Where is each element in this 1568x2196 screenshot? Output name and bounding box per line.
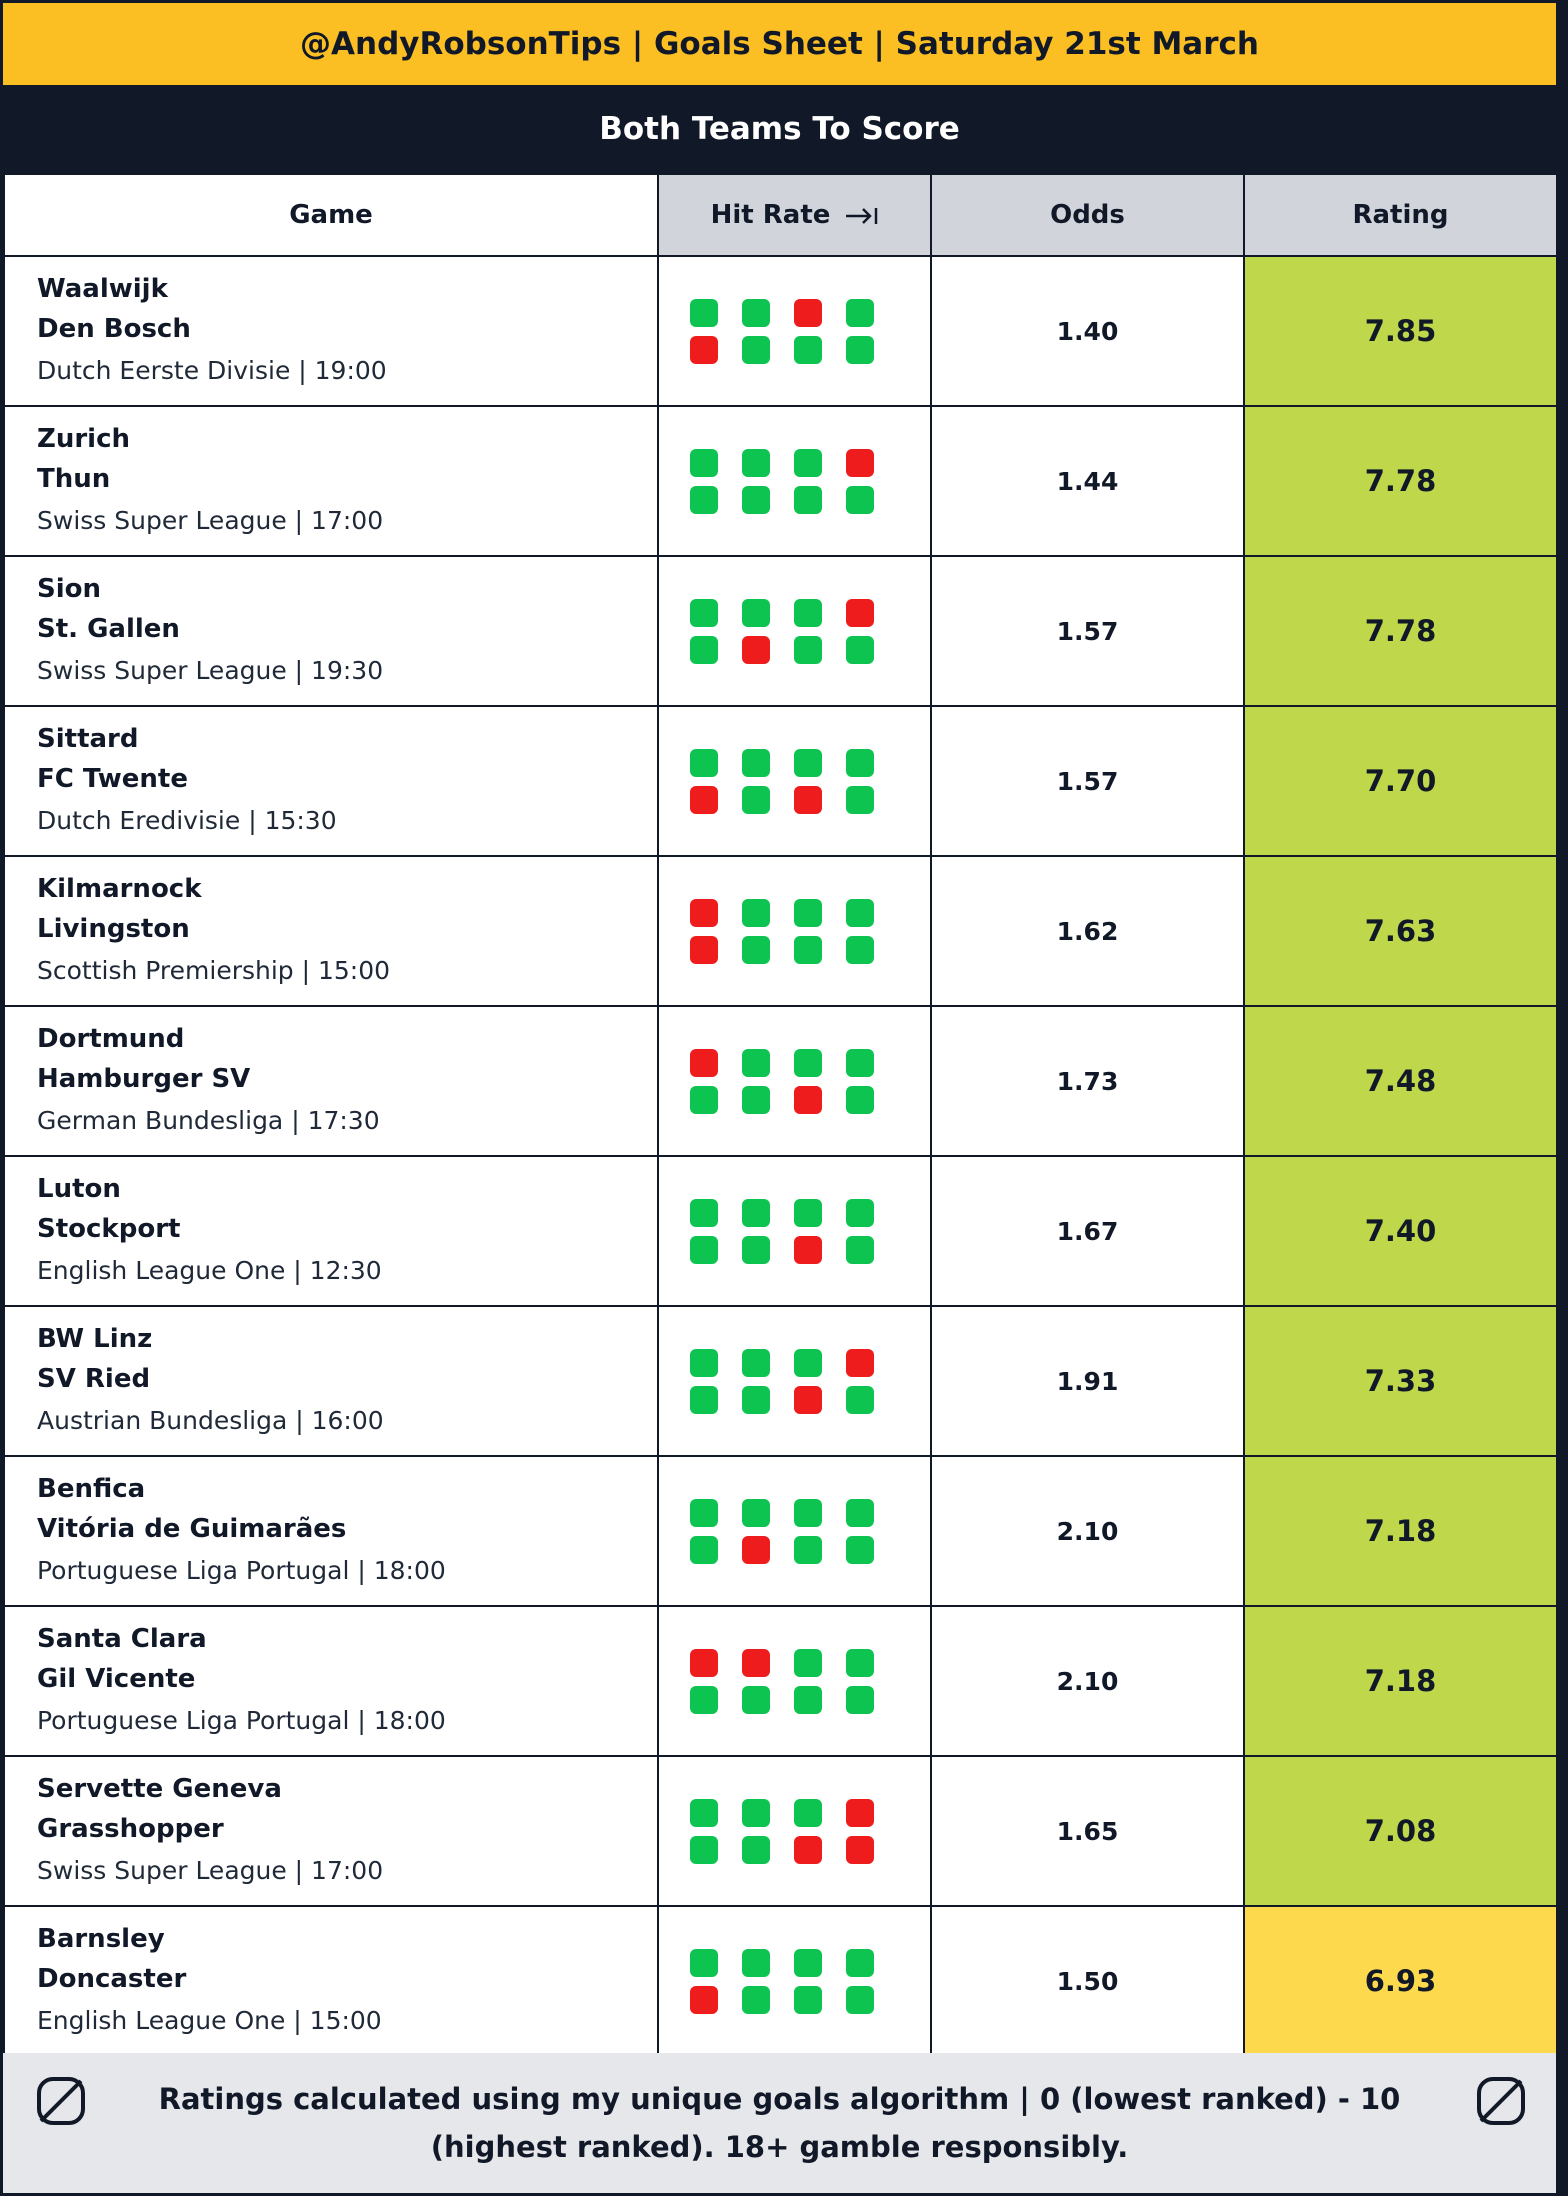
hit-dot [794,1649,822,1677]
hit-dot [742,899,770,927]
league-time: Dutch Eredivisie | 15:30 [37,806,337,835]
rating-cell: 7.78 [1244,406,1557,556]
miss-dot [794,299,822,327]
hit-dot [846,299,874,327]
miss-dot [794,1386,822,1414]
miss-dot [690,1649,718,1677]
miss-dot [846,449,874,477]
table-row [4,406,1557,556]
hit-rate-row [690,336,930,364]
hit-dot [846,1236,874,1264]
hit-dot [742,599,770,627]
column-header-odds[interactable] [931,174,1244,256]
odds-cell: 1.62 [931,856,1244,1006]
rating-cell: 7.18 [1244,1456,1557,1606]
hit-rate-cell [658,406,931,556]
odds-cell: 1.40 [931,256,1244,406]
hit-rate-row [690,636,930,664]
hit-dot [846,636,874,664]
hit-dot [846,1499,874,1527]
miss-dot [690,786,718,814]
home-team: Sittard [37,724,139,754]
column-header-odds-label: Odds [1050,200,1125,230]
hit-dot [742,1236,770,1264]
league-time: Austrian Bundesliga | 16:00 [37,1406,384,1435]
home-team: BW Linz [37,1324,153,1354]
miss-dot [846,1836,874,1864]
hit-rate-row [690,1836,930,1864]
arrow-right-to-bar-icon [844,205,878,227]
hit-dot [794,749,822,777]
column-header-hit-rate[interactable] [658,174,931,256]
column-header-game[interactable] [4,174,658,256]
hit-dot [742,1349,770,1377]
hit-dot [690,599,718,627]
league-time: German Bundesliga | 17:30 [37,1106,380,1135]
hit-rate-cell [658,1006,931,1156]
hit-rate-cell [658,1306,931,1456]
miss-dot [794,1836,822,1864]
hit-dot [846,486,874,514]
away-team: Stockport [37,1214,181,1244]
hit-dot [690,1236,718,1264]
game-cell [4,1006,658,1156]
league-time: Swiss Super League | 17:00 [37,1856,384,1885]
hit-dot [794,1536,822,1564]
odds-cell: 1.44 [931,406,1244,556]
hit-dot [794,936,822,964]
game-cell [4,556,658,706]
column-header-rating-label: Rating [1352,200,1449,230]
hit-dot [742,336,770,364]
hit-dot [794,636,822,664]
hit-rate-row [690,1649,930,1677]
rating-cell: 7.08 [1244,1756,1557,1906]
hit-dot [690,1386,718,1414]
hit-dot [846,1686,874,1714]
hit-dot [690,1686,718,1714]
hit-dot [742,486,770,514]
miss-dot [742,1649,770,1677]
hit-dot [690,1949,718,1977]
odds-cell: 1.73 [931,1006,1244,1156]
hit-rate-row [690,749,930,777]
away-team: Grasshopper [37,1814,224,1844]
table-row [4,706,1557,856]
table-row [4,1006,1557,1156]
hit-rate-row [690,599,930,627]
table-body [4,256,1557,2056]
hit-dot [690,449,718,477]
hit-rate-cell [658,1156,931,1306]
hit-dot [846,336,874,364]
league-time: Swiss Super League | 17:00 [37,506,384,535]
18-plus-icon [1475,2075,1527,2127]
miss-dot [742,636,770,664]
hit-dot [690,299,718,327]
hit-dot [690,1086,718,1114]
hit-dot [690,749,718,777]
table-row [4,1456,1557,1606]
game-cell [4,706,658,856]
league-time: Scottish Premiership | 15:00 [37,956,391,985]
game-cell [4,256,658,406]
hit-rate-cell [658,256,931,406]
rating-cell: 7.70 [1244,706,1557,856]
table-row [4,556,1557,706]
odds-cell: 1.50 [931,1906,1244,2056]
miss-dot [690,336,718,364]
hit-rate-cell [658,706,931,856]
hit-rate-cell [658,556,931,706]
hit-dot [846,786,874,814]
league-time: Dutch Eerste Divisie | 19:00 [37,356,387,385]
game-cell [4,1456,658,1606]
hit-dot [742,1986,770,2014]
rating-cell: 6.93 [1244,1906,1557,2056]
away-team: Gil Vicente [37,1664,196,1694]
hit-rate-row [690,936,930,964]
hit-rate-row [690,1799,930,1827]
hit-dot [794,486,822,514]
rating-cell: 7.33 [1244,1306,1557,1456]
section-title: Both Teams To Score [3,85,1556,173]
league-time: English League One | 15:00 [37,2006,382,2035]
game-cell [4,1606,658,1756]
hit-dot [794,599,822,627]
hit-rate-cell [658,1756,931,1906]
hit-dot [794,1049,822,1077]
away-team: Vitória de Guimarães [37,1514,347,1544]
miss-dot [690,936,718,964]
hit-rate-row [690,1536,930,1564]
hit-dot [794,336,822,364]
home-team: Kilmarnock [37,874,202,904]
away-team: FC Twente [37,764,188,794]
rating-cell: 7.48 [1244,1006,1557,1156]
hit-dot [742,1049,770,1077]
hit-dot [846,1986,874,2014]
odds-cell: 1.67 [931,1156,1244,1306]
hit-dot [794,1686,822,1714]
game-cell [4,1906,658,2056]
hit-dot [742,1836,770,1864]
game-cell [4,1756,658,1906]
league-time: English League One | 12:30 [37,1256,382,1285]
odds-cell: 1.91 [931,1306,1244,1456]
page-title: @AndyRobsonTips | Goals Sheet | Saturday 21st March [3,3,1556,85]
table-row [4,256,1557,406]
game-cell [4,1306,658,1456]
hit-dot [742,1499,770,1527]
btts-table [3,173,1558,2057]
table-row [4,1906,1557,2056]
table-header-row [4,174,1557,256]
hit-rate-row [690,1236,930,1264]
home-team: Dortmund [37,1024,185,1054]
miss-dot [794,786,822,814]
miss-dot [846,1799,874,1827]
miss-dot [690,899,718,927]
hit-dot [742,299,770,327]
miss-dot [846,1349,874,1377]
hit-dot [794,449,822,477]
hit-dot [742,449,770,477]
hit-rate-row [690,1199,930,1227]
odds-cell: 2.10 [931,1456,1244,1606]
hit-dot [794,1199,822,1227]
home-team: Barnsley [37,1924,165,1954]
hit-dot [846,1949,874,1977]
table-row [4,1306,1557,1456]
game-cell [4,406,658,556]
hit-rate-cell [658,1906,931,2056]
hit-rate-row [690,299,930,327]
hit-rate-row [690,1686,930,1714]
hit-dot [690,1349,718,1377]
hit-dot [846,1649,874,1677]
table-row [4,1756,1557,1906]
hit-dot [846,936,874,964]
hit-dot [690,636,718,664]
hit-rate-row [690,1986,930,2014]
miss-dot [794,1236,822,1264]
goals-sheet [3,3,1556,2193]
hit-dot [742,1799,770,1827]
hit-dot [690,1836,718,1864]
away-team: Den Bosch [37,314,191,344]
home-team: Waalwijk [37,274,168,304]
hit-dot [690,1499,718,1527]
home-team: Benfica [37,1474,146,1504]
hit-dot [742,749,770,777]
rating-cell: 7.85 [1244,256,1557,406]
hit-dot [846,1199,874,1227]
hit-dot [794,1349,822,1377]
hit-dot [846,1086,874,1114]
hit-rate-cell [658,1456,931,1606]
game-cell [4,856,658,1006]
hit-dot [742,1949,770,1977]
home-team: Sion [37,574,102,604]
hit-dot [742,936,770,964]
hit-dot [846,1536,874,1564]
hit-rate-row [690,486,930,514]
column-header-rating[interactable] [1244,174,1557,256]
rating-cell: 7.78 [1244,556,1557,706]
table-row [4,856,1557,1006]
hit-dot [690,486,718,514]
miss-dot [794,1086,822,1114]
hit-rate-row [690,1386,930,1414]
home-team: Luton [37,1174,121,1204]
hit-dot [742,786,770,814]
odds-cell: 1.57 [931,706,1244,856]
column-header-hit-rate-label: Hit Rate [710,200,831,230]
hit-rate-row [690,1349,930,1377]
miss-dot [846,599,874,627]
miss-dot [690,1049,718,1077]
hit-dot [846,1386,874,1414]
home-team: Servette Geneva [37,1774,282,1804]
hit-dot [794,1949,822,1977]
column-header-game-label: Game [289,200,373,230]
table-row [4,1606,1557,1756]
odds-cell: 2.10 [931,1606,1244,1756]
away-team: Thun [37,464,111,494]
hit-rate-row [690,786,930,814]
rating-cell: 7.18 [1244,1606,1557,1756]
hit-dot [742,1686,770,1714]
hit-rate-row [690,1499,930,1527]
away-team: Hamburger SV [37,1064,251,1094]
miss-dot [690,1986,718,2014]
odds-cell: 1.65 [931,1756,1244,1906]
away-team: St. Gallen [37,614,180,644]
18-plus-icon [35,2075,87,2127]
league-time: Portuguese Liga Portugal | 18:00 [37,1556,446,1585]
hit-dot [690,1799,718,1827]
hit-dot [742,1199,770,1227]
away-team: Doncaster [37,1964,187,1994]
hit-dot [742,1386,770,1414]
hit-rate-cell [658,1606,931,1756]
away-team: SV Ried [37,1364,151,1394]
hit-dot [794,1499,822,1527]
hit-rate-row [690,449,930,477]
hit-dot [846,899,874,927]
game-cell [4,1156,658,1306]
hit-dot [846,1049,874,1077]
footer-note: Ratings calculated using my unique goals algorithm | 0 (lowest ranked) - 10 (highest ranked). 18+ gamble responsibly. [3,2053,1556,2193]
hit-dot [794,1986,822,2014]
hit-dot [794,1799,822,1827]
league-time: Portuguese Liga Portugal | 18:00 [37,1706,446,1735]
miss-dot [742,1536,770,1564]
odds-cell: 1.57 [931,556,1244,706]
hit-dot [742,1086,770,1114]
home-team: Santa Clara [37,1624,207,1654]
rating-cell: 7.63 [1244,856,1557,1006]
table-row [4,1156,1557,1306]
home-team: Zurich [37,424,131,454]
hit-rate-cell [658,856,931,1006]
hit-dot [794,899,822,927]
hit-rate-row [690,1049,930,1077]
hit-rate-row [690,1949,930,1977]
hit-dot [690,1199,718,1227]
hit-rate-row [690,1086,930,1114]
rating-cell: 7.40 [1244,1156,1557,1306]
hit-dot [846,749,874,777]
league-time: Swiss Super League | 19:30 [37,656,384,685]
hit-dot [690,1536,718,1564]
hit-rate-row [690,899,930,927]
away-team: Livingston [37,914,190,944]
